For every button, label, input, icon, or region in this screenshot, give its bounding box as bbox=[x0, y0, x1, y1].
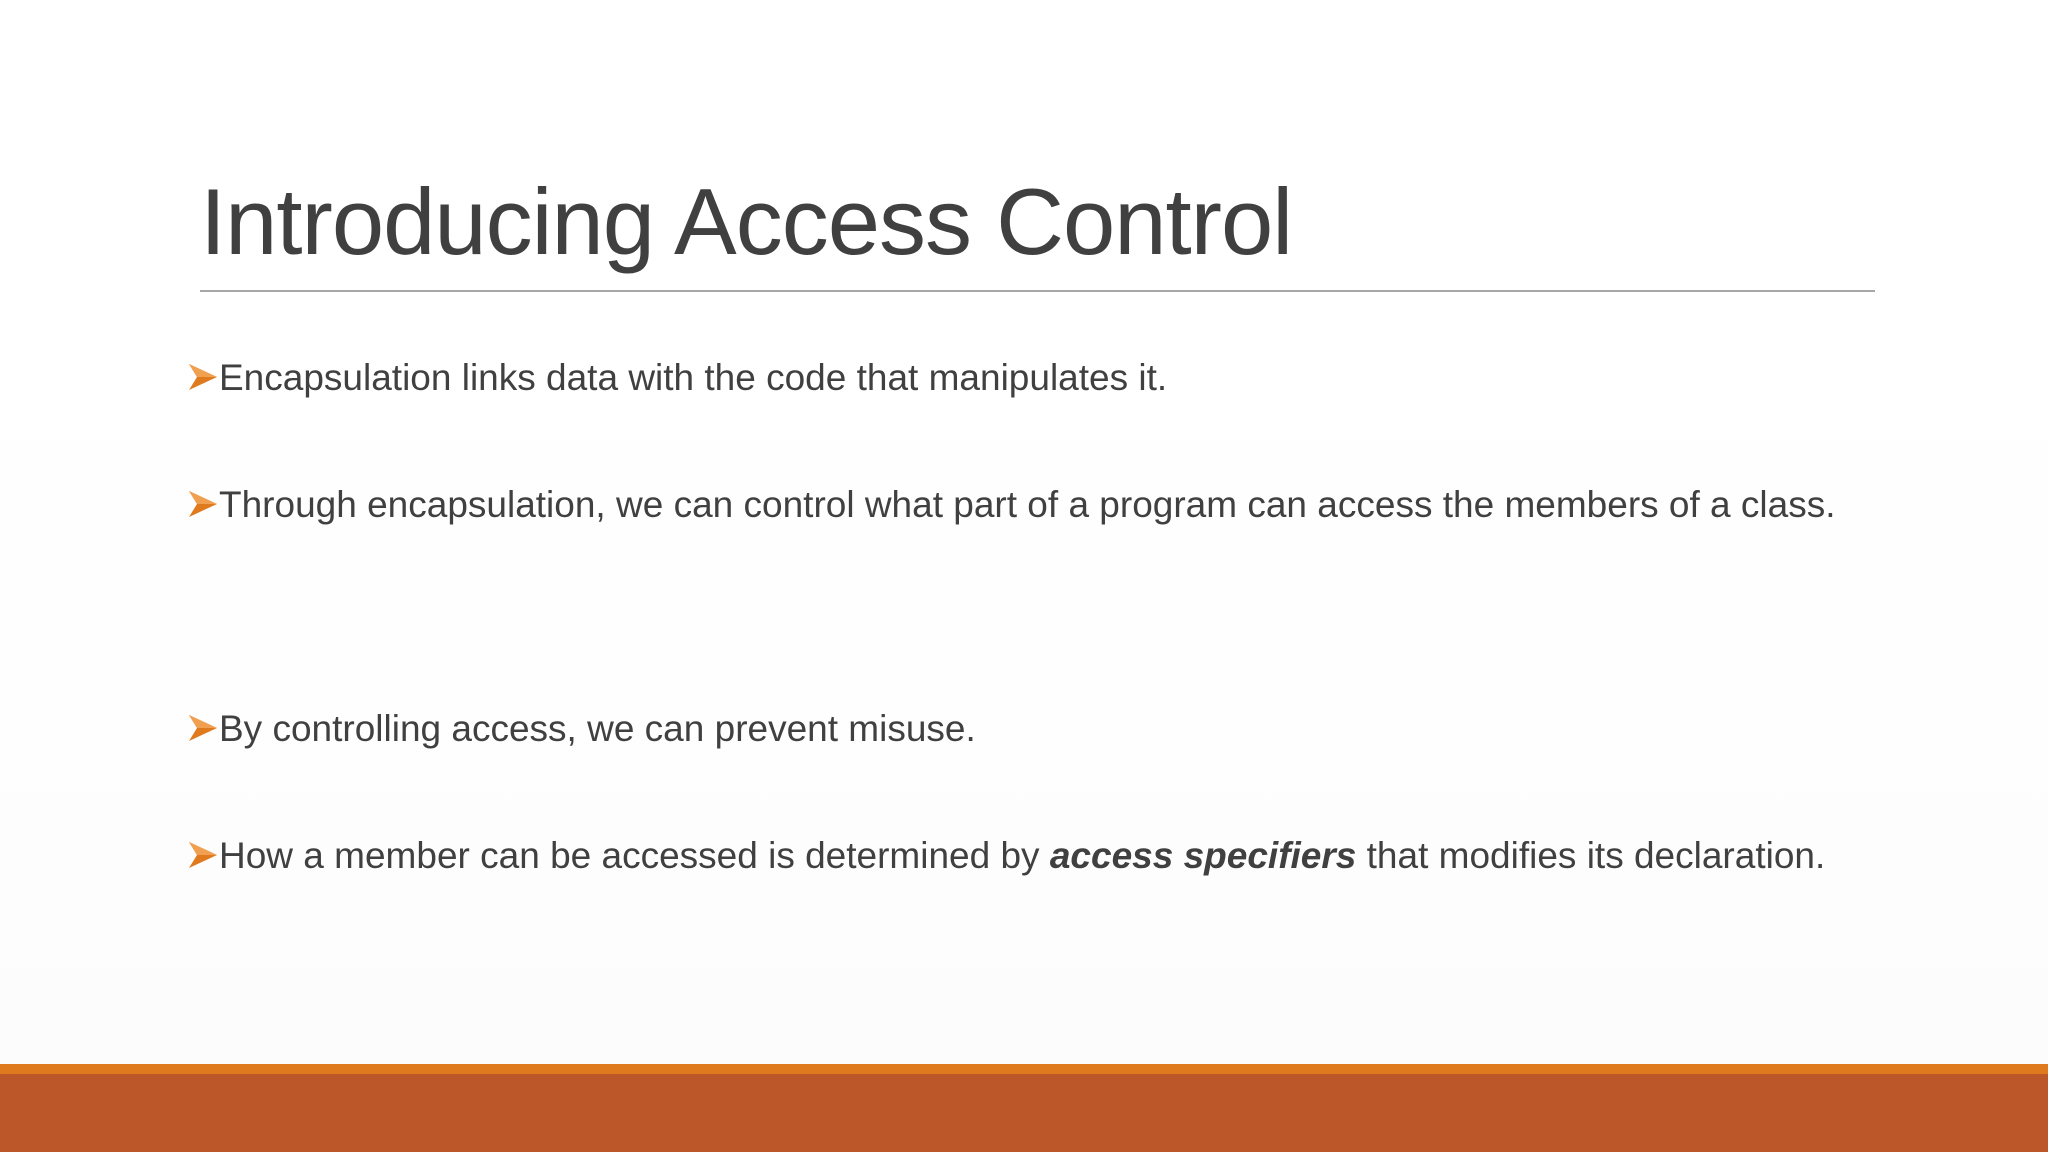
bullet-text: Encapsulation links data with the code that manipulates it. bbox=[219, 357, 1168, 398]
bullet-item-2 bbox=[187, 456, 1875, 553]
arrowhead-bullet-icon bbox=[187, 361, 219, 393]
bullet-item-1 bbox=[187, 329, 1875, 426]
arrowhead-bullet-icon bbox=[187, 488, 219, 520]
bullet-item-4 bbox=[187, 807, 1875, 904]
bullet-text: By controlling access, we can prevent misuse. bbox=[219, 708, 976, 749]
bullet-text-before: How a member can be accessed is determined by bbox=[219, 835, 1050, 876]
bullet-text: Through encapsulation, we can control what part of a program can access the members of a class. bbox=[219, 484, 1836, 525]
arrowhead-bullet-icon bbox=[187, 839, 219, 871]
bullet-item-3 bbox=[187, 680, 1875, 777]
arrowhead-bullet-icon bbox=[187, 712, 219, 744]
access-specifiers-emphasis: access specifiers bbox=[1049, 835, 1357, 876]
footer-accent-line bbox=[0, 1064, 2048, 1074]
slide-title: Introducing Access Control bbox=[200, 169, 1293, 274]
footer-band bbox=[0, 1074, 2048, 1152]
bullet-text-after: that modifies its declaration. bbox=[1356, 835, 1826, 876]
title-divider bbox=[200, 290, 1875, 292]
